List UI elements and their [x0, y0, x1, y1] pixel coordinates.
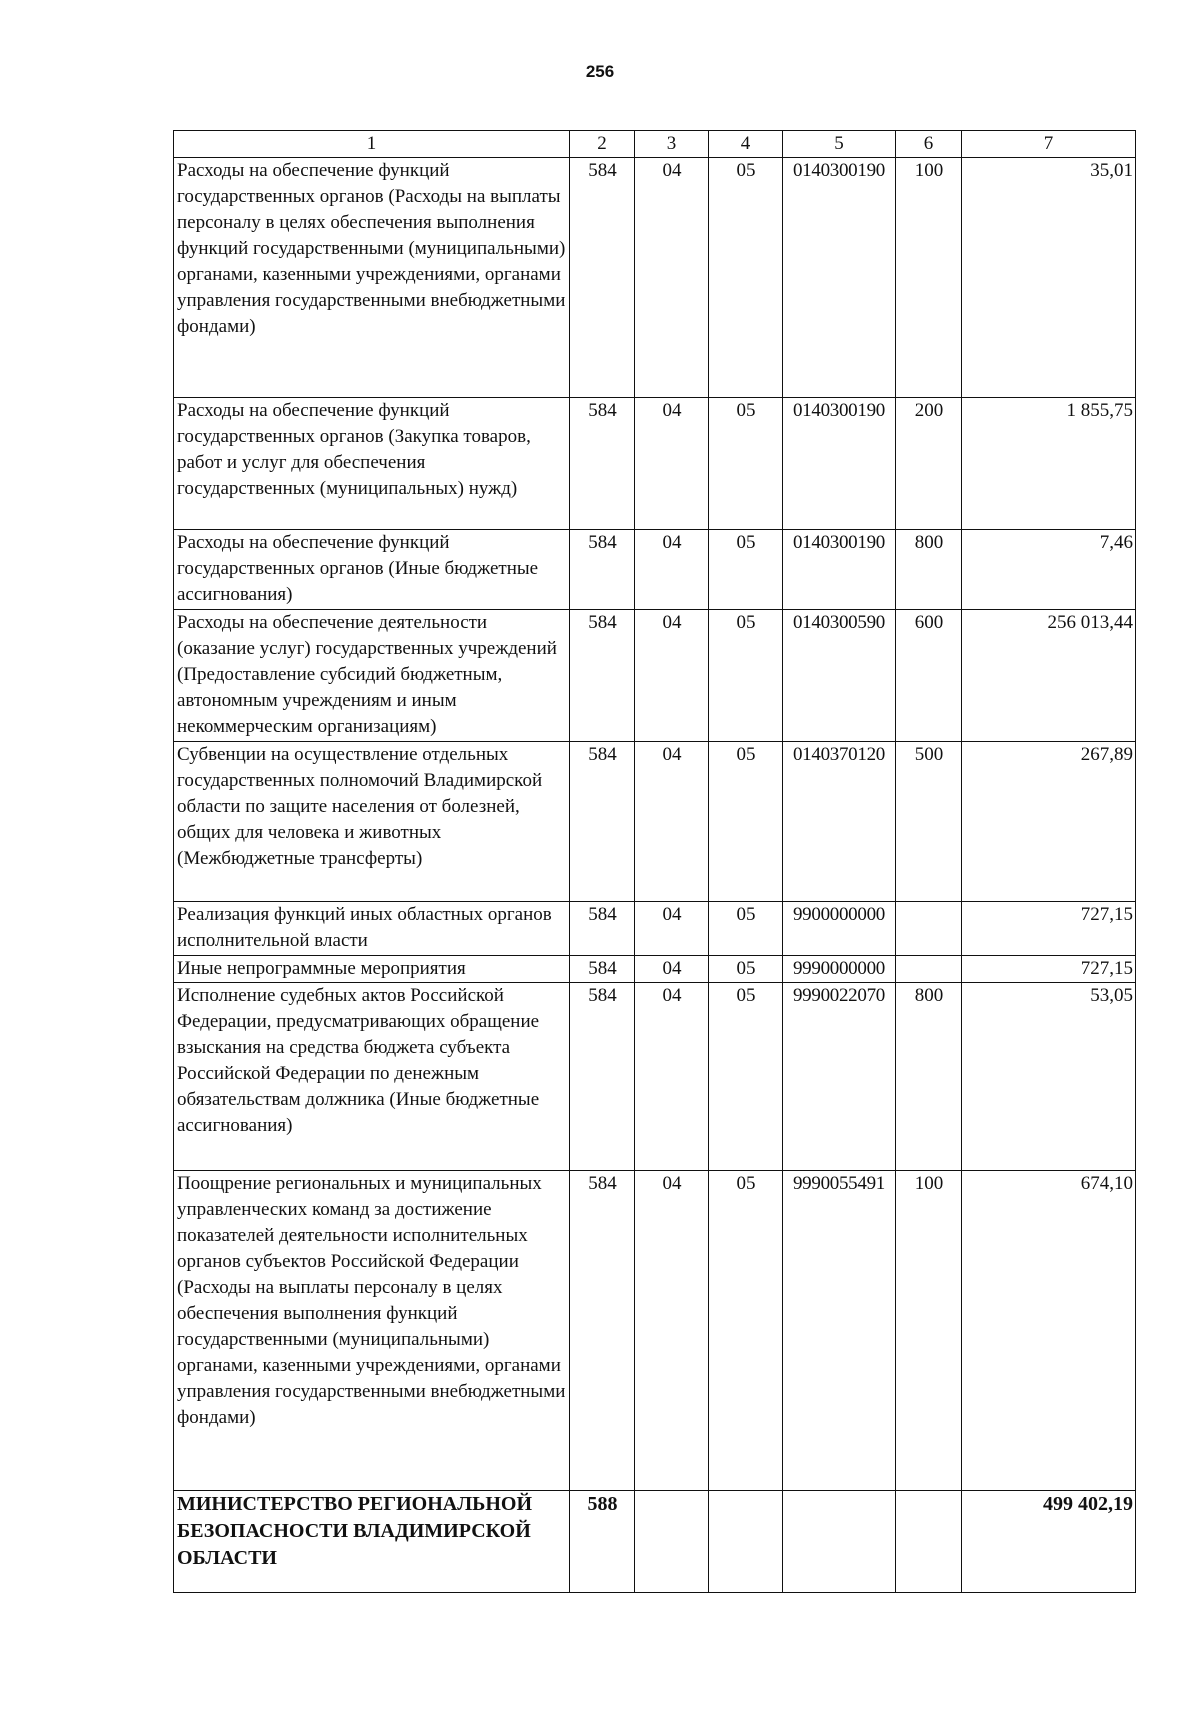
- target-article-code: 0140300590: [783, 610, 896, 742]
- subsection-code: 05: [709, 742, 783, 902]
- section-code: 04: [635, 610, 709, 742]
- section-code: [635, 1491, 709, 1593]
- column-header: 5: [783, 131, 896, 158]
- expense-type-code: 600: [896, 610, 962, 742]
- ministry-code: 584: [570, 742, 635, 902]
- ministry-code: 584: [570, 398, 635, 530]
- target-article-code: 9990000000: [783, 956, 896, 983]
- expense-type-code: [896, 956, 962, 983]
- expense-name: Реализация функций иных областных органов исполнительной власти: [174, 902, 570, 956]
- table-row: [174, 742, 1136, 902]
- expense-type-code: [896, 902, 962, 956]
- subsection-code: 05: [709, 983, 783, 1171]
- expense-type-code: 100: [896, 158, 962, 398]
- column-header: 1: [174, 131, 570, 158]
- expense-name: Расходы на обеспечение функций государственных органов (Расходы на выплаты персоналу в целях обеспечения выполнения функций государственными (муниципальными) органами, казенными учреждениями, органами управления государственными внебюджетными фондами): [174, 158, 570, 398]
- table-row: [174, 956, 1136, 983]
- table-row: [174, 902, 1136, 956]
- amount: 35,01: [962, 158, 1136, 398]
- ministry-code: 584: [570, 956, 635, 983]
- target-article-code: 0140300190: [783, 530, 896, 610]
- table-row-ministry-total: [174, 1491, 1136, 1593]
- subsection-code: 05: [709, 610, 783, 742]
- ministry-code: 584: [570, 983, 635, 1171]
- expense-name: Иные непрограммные мероприятия: [174, 956, 570, 983]
- section-code: 04: [635, 902, 709, 956]
- column-header: 3: [635, 131, 709, 158]
- subsection-code: 05: [709, 1171, 783, 1491]
- subsection-code: 05: [709, 956, 783, 983]
- amount: 7,46: [962, 530, 1136, 610]
- ministry-code: 584: [570, 902, 635, 956]
- target-article-code: 9900000000: [783, 902, 896, 956]
- target-article-code: [783, 1491, 896, 1593]
- subsection-code: 05: [709, 398, 783, 530]
- expense-name: Расходы на обеспечение деятельности (оказание услуг) государственных учреждений (Предоставление субсидий бюджетным, автономным учреждениям и иным некоммерческим организациям): [174, 610, 570, 742]
- ministry-code: 588: [570, 1491, 635, 1593]
- ministry-code: 584: [570, 610, 635, 742]
- expense-type-code: 100: [896, 1171, 962, 1491]
- table-row: [174, 610, 1136, 742]
- table-row: [174, 983, 1136, 1171]
- target-article-code: 9990022070: [783, 983, 896, 1171]
- amount: 256 013,44: [962, 610, 1136, 742]
- subsection-code: 05: [709, 530, 783, 610]
- column-header: 4: [709, 131, 783, 158]
- target-article-code: 9990055491: [783, 1171, 896, 1491]
- amount: 674,10: [962, 1171, 1136, 1491]
- target-article-code: 0140370120: [783, 742, 896, 902]
- amount: 727,15: [962, 956, 1136, 983]
- expense-type-code: 200: [896, 398, 962, 530]
- ministry-code: 584: [570, 530, 635, 610]
- section-code: 04: [635, 1171, 709, 1491]
- expense-name: Субвенции на осуществление отдельных государственных полномочий Владимирской области по защите населения от болезней, общих для человека и животных (Межбюджетные трансферты): [174, 742, 570, 902]
- expense-name: Поощрение региональных и муниципальных управленческих команд за достижение показателей деятельности исполнительных органов субъектов Российской Федерации (Расходы на выплаты персоналу в целях обеспечения выполнения функций государственными (муниципальными) органами, казенными учреждениями, органами управления государственными внебюджетными фондами): [174, 1171, 570, 1491]
- amount: 53,05: [962, 983, 1136, 1171]
- target-article-code: 0140300190: [783, 158, 896, 398]
- subsection-code: 05: [709, 158, 783, 398]
- column-header: 6: [896, 131, 962, 158]
- section-code: 04: [635, 983, 709, 1171]
- expense-type-code: [896, 1491, 962, 1593]
- amount: 499 402,19: [962, 1491, 1136, 1593]
- table-row: [174, 398, 1136, 530]
- target-article-code: 0140300190: [783, 398, 896, 530]
- expense-name: Исполнение судебных актов Российской Федерации, предусматривающих обращение взыскания на средства бюджета субъекта Российской Федерации по денежным обязательствам должника (Иные бюджетные ассигнования): [174, 983, 570, 1171]
- subsection-code: [709, 1491, 783, 1593]
- table-row: [174, 158, 1136, 398]
- expense-type-code: 800: [896, 530, 962, 610]
- amount: 727,15: [962, 902, 1136, 956]
- expense-type-code: 800: [896, 983, 962, 1171]
- table-row: [174, 530, 1136, 610]
- table-header-row: [174, 131, 1136, 158]
- expense-name: Расходы на обеспечение функций государственных органов (Иные бюджетные ассигнования): [174, 530, 570, 610]
- column-header: 7: [962, 131, 1136, 158]
- ministry-code: 584: [570, 158, 635, 398]
- page-number: 256: [585, 62, 615, 81]
- amount: 1 855,75: [962, 398, 1136, 530]
- ministry-name: МИНИСТЕРСТВО РЕГИОНАЛЬНОЙ БЕЗОПАСНОСТИ ВЛАДИМИРСКОЙ ОБЛАСТИ: [174, 1491, 570, 1593]
- section-code: 04: [635, 956, 709, 983]
- table-row: [174, 1171, 1136, 1491]
- column-header: 2: [570, 131, 635, 158]
- section-code: 04: [635, 398, 709, 530]
- section-code: 04: [635, 530, 709, 610]
- subsection-code: 05: [709, 902, 783, 956]
- ministry-code: 584: [570, 1171, 635, 1491]
- budget-table: [173, 130, 1136, 1593]
- section-code: 04: [635, 158, 709, 398]
- amount: 267,89: [962, 742, 1136, 902]
- expense-type-code: 500: [896, 742, 962, 902]
- expense-name: Расходы на обеспечение функций государственных органов (Закупка товаров, работ и услуг для обеспечения государственных (муниципальных) нужд): [174, 398, 570, 530]
- section-code: 04: [635, 742, 709, 902]
